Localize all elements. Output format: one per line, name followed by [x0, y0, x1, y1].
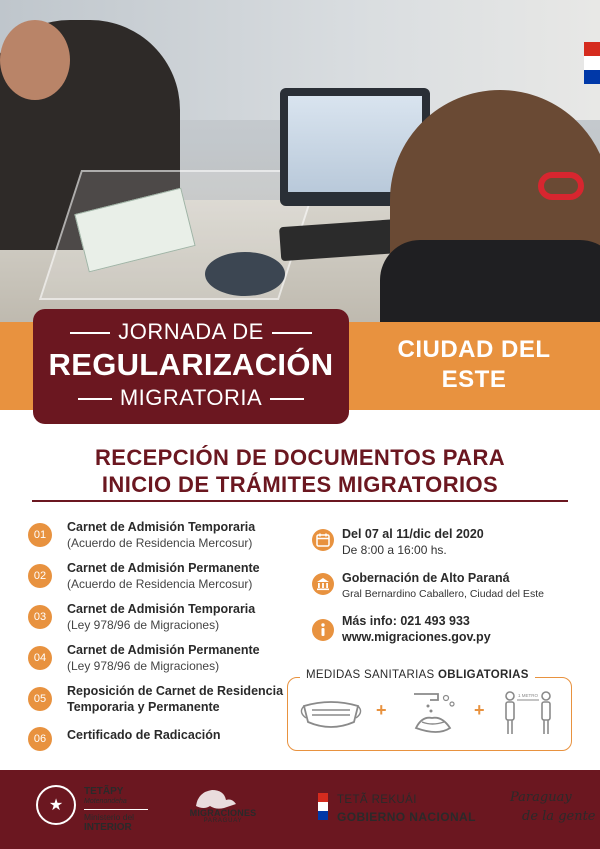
item-subtitle: (Acuerdo de Residencia Mercosur) [67, 577, 253, 591]
photo-mousepad [205, 252, 285, 296]
footer-slogan-line1: Paraguay [510, 790, 572, 805]
building-icon [312, 573, 334, 595]
date-text: Del 07 al 11/dic del 2020 [342, 527, 484, 541]
header-photo [0, 0, 600, 330]
footer-flag-icon [318, 793, 328, 820]
website-link[interactable]: www.migraciones.gov.py [342, 630, 491, 644]
hours-text: De 8:00 a 16:00 hs. [342, 543, 447, 557]
footer-montenondeha: Motenondeha [84, 798, 127, 805]
address-text: Gral Bernardino Caballero, Ciudad del Este [342, 588, 544, 600]
title-box [33, 309, 349, 424]
item-title: Carnet de Admisión Temporaria [67, 602, 256, 616]
item-number: 05 [28, 687, 52, 711]
heading-line2: INICIO DE TRÁMITES MIGRATORIOS [101, 472, 499, 497]
heading-line1: RECEPCIÓN DE DOCUMENTOS PARA [94, 445, 506, 470]
item-subtitle: (Ley 978/96 de Migraciones) [67, 618, 220, 632]
footer-gobierno-nacional: GOBIERNO NACIONAL [337, 810, 476, 824]
plus-sign: + [474, 700, 485, 720]
phone-text: Más info: 021 493 933 [342, 614, 470, 628]
item-title: Carnet de Admisión Permanente [67, 643, 260, 657]
title-line3: MIGRATORIA [119, 385, 263, 410]
photo-woman-shirt [380, 240, 600, 330]
item-title: Reposición de Carnet de Residencia [67, 684, 284, 698]
main-heading [30, 444, 570, 498]
heading-divider [32, 500, 568, 502]
distance-label: 1 METRO [517, 693, 539, 698]
national-seal-icon [36, 785, 76, 825]
item-number: 04 [28, 646, 52, 670]
footer-interior: INTERIOR [84, 822, 132, 833]
mask-icon [300, 696, 362, 732]
info-icon [312, 619, 334, 641]
item-number: 01 [28, 523, 52, 547]
footer-slogan-line2: de la gente [522, 809, 596, 824]
item-number: 06 [28, 727, 52, 751]
photo-hair-clip [538, 172, 584, 200]
sanitary-title: MEDIDAS SANITARIAS OBLIGATORIAS [300, 669, 535, 681]
footer-ministerio: Ministerio del [84, 812, 135, 822]
handwash-icon [408, 688, 460, 740]
paraguay-flag-icon [584, 42, 600, 84]
footer-paraguay: PARAGUAY [203, 818, 243, 824]
footer-migraciones: MIGRACIONES [189, 808, 257, 818]
city-line1: CIUDAD DEL [397, 336, 551, 363]
item-title: Certificado de Radicación [67, 728, 221, 742]
item-title: Carnet de Admisión Permanente [67, 561, 260, 575]
plus-sign: + [376, 700, 387, 720]
city-label [356, 335, 592, 395]
item-subtitle: (Ley 978/96 de Migraciones) [67, 659, 220, 673]
footer-divider [84, 809, 148, 810]
title-line1: JORNADA DE [118, 319, 264, 344]
item-number: 03 [28, 605, 52, 629]
place-text: Gobernación de Alto Paraná [342, 571, 510, 585]
city-line2: ESTE [441, 366, 507, 393]
calendar-icon [312, 529, 334, 551]
distance-icon [498, 686, 558, 740]
footer-tetapy: TETÃPY [84, 786, 124, 797]
item-title: Carnet de Admisión Temporaria [67, 520, 256, 534]
item-subtitle: (Acuerdo de Residencia Mercosur) [67, 536, 253, 550]
item-subtitle: Temporaria y Permanente [67, 700, 220, 714]
photo-man-head [0, 20, 70, 100]
footer-teta-rekuai: TETÃ REKUÁI [337, 794, 417, 806]
title-line2: REGULARIZACIÓN [48, 347, 334, 382]
item-number: 02 [28, 564, 52, 588]
